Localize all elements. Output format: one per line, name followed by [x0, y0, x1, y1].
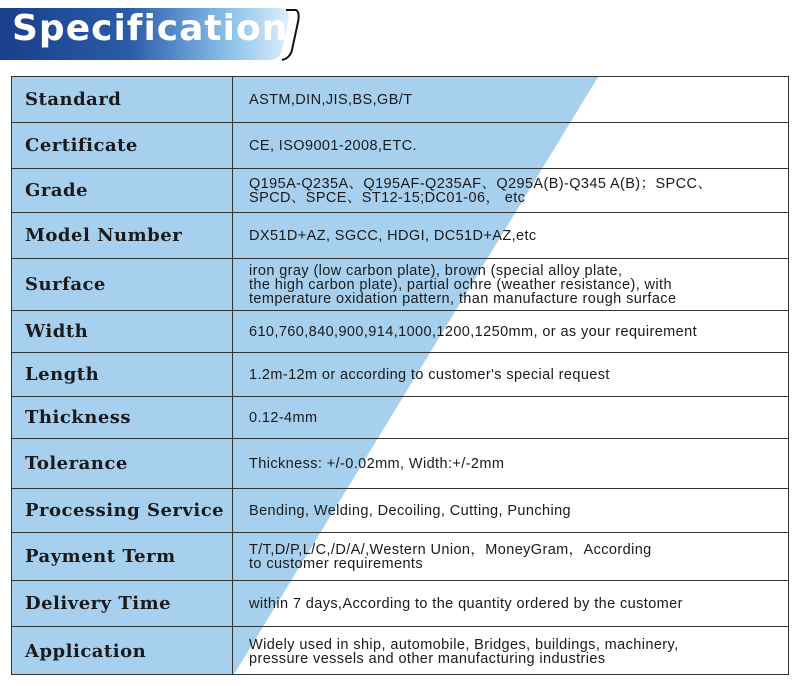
spec-value: CE, ISO9001-2008,ETC. [249, 137, 417, 154]
spec-row [12, 627, 788, 675]
spec-label: Certificate [12, 123, 233, 168]
spec-row [12, 259, 788, 311]
spec-value-line: T/T,D/P,L/C,/D/A/,Western Union，MoneyGram，According [249, 541, 652, 558]
spec-label: Processing Service [12, 489, 233, 532]
spec-label: Delivery Time [12, 581, 233, 626]
spec-label: Model Number [12, 213, 233, 258]
spec-label: Thickness [12, 397, 233, 438]
spec-value-line: SPCD、SPCE、ST12-15;DC01-06， etc [249, 189, 526, 206]
spec-rows [12, 77, 788, 675]
spec-value-line: to customer requirements [249, 555, 423, 572]
spec-value-line: pressure vessels and other manufacturing industries [249, 650, 606, 667]
spec-value: 610,760,840,900,914,1000,1200,1250mm, or as your requirement [249, 323, 698, 340]
spec-label: Payment Term [12, 533, 233, 580]
spec-row [12, 77, 788, 123]
spec-value: Bending, Welding, Decoiling, Cutting, Punching [249, 502, 572, 519]
spec-row [12, 439, 788, 489]
spec-row [12, 489, 788, 533]
spec-row [12, 353, 788, 397]
spec-row [12, 311, 788, 353]
spec-value: 0.12-4mm [249, 409, 318, 426]
spec-row [12, 169, 788, 213]
spec-value: 1.2m-12m or according to customer's special request [249, 366, 610, 383]
spec-row [12, 213, 788, 259]
spec-value: Thickness: +/-0.02mm, Width:+/-2mm [249, 455, 505, 472]
spec-value: ASTM,DIN,JIS,BS,GB/T [249, 91, 413, 108]
spec-row [12, 123, 788, 169]
page-title: Specification [12, 8, 289, 49]
spec-row [12, 581, 788, 627]
spec-value-line: iron gray (low carbon plate), brown (special alloy plate, [249, 262, 623, 279]
spec-value [233, 169, 788, 212]
spec-value [233, 533, 788, 580]
spec-value [233, 627, 788, 675]
spec-label: Standard [12, 77, 233, 122]
spec-value: within 7 days,According to the quantity ordered by the customer [249, 595, 683, 612]
specification-table [11, 76, 789, 675]
title-banner [0, 0, 800, 64]
spec-label: Surface [12, 259, 233, 310]
spec-label: Length [12, 353, 233, 396]
spec-label: Tolerance [12, 439, 233, 488]
spec-value [233, 259, 788, 310]
spec-label: Application [12, 627, 233, 675]
spec-row [12, 533, 788, 581]
spec-value-line: Widely used in ship, automobile, Bridges, buildings, machinery, [249, 636, 679, 653]
spec-value-line: temperature oxidation pattern, than manufacture rough surface [249, 290, 677, 307]
spec-label: Grade [12, 169, 233, 212]
spec-row [12, 397, 788, 439]
spec-value: DX51D+AZ, SGCC, HDGI, DC51D+AZ,etc [249, 227, 537, 244]
spec-value-line: Q195A-Q235A、Q195AF-Q235AF、Q295A(B)-Q345 A(B)；SPCC、 [249, 175, 713, 192]
spec-value-line: the high carbon plate), partial ochre (weather resistance), with [249, 276, 672, 293]
spec-label: Width [12, 311, 233, 352]
